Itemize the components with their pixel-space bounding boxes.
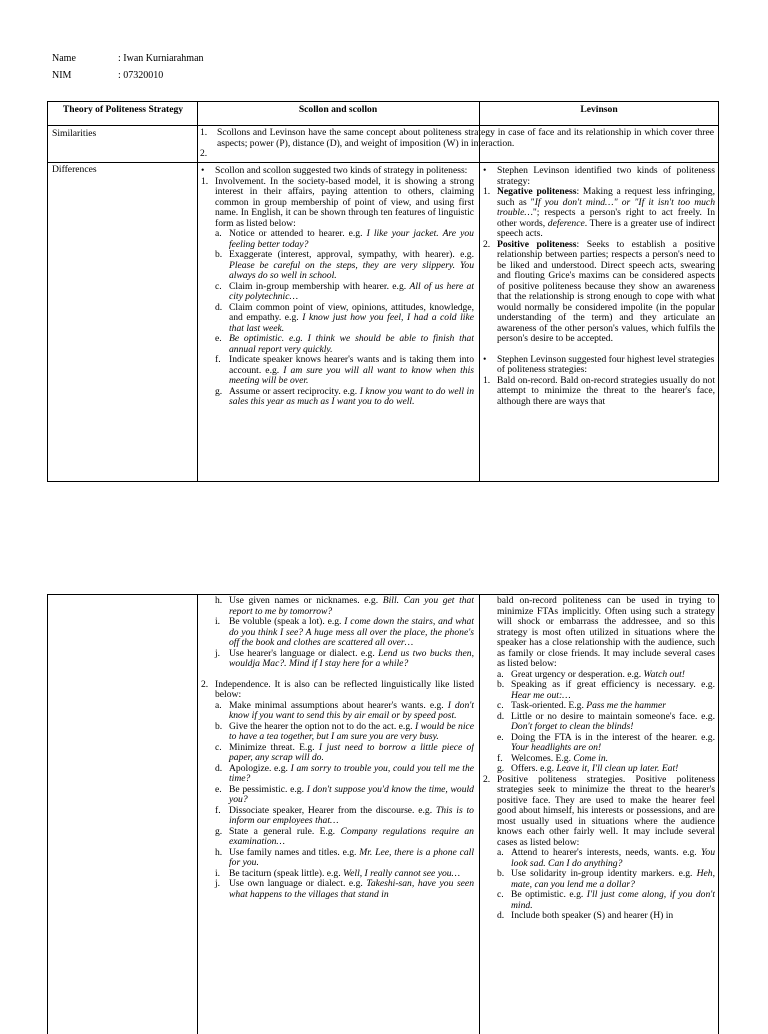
list-item: e. Be optimistic. e.g. I think we should be able to finish that annual report very quickly. — [215, 333, 474, 355]
scollon-intro: • Scollon and scollon suggested two kinds of strategy in politeness: — [201, 166, 468, 176]
list-item: g. Assume or assert reciprocity. e.g. I know you want to do well in sales this year as much as I want you to do well. — [215, 385, 474, 407]
name-value: : Iwan Kurniarahman — [118, 53, 204, 64]
list-item: g. State a general rule. E.g. Company regulations require an examination… — [215, 825, 474, 847]
list-item: h. Use given names or nicknames. e.g. Bill. Can you get that report to me by tomorrow? — [215, 596, 474, 617]
nim-value: : 07320010 — [118, 70, 164, 81]
list-item: b. Use solidarity in-group identity markers. e.g. Heh, mate, can you lend me a dollar? — [497, 868, 715, 890]
list-item: e. Doing the FTA is in the interest of the hearer. e.g. Your headlights are on! — [497, 731, 715, 753]
involvement-item: 1. Involvement. In the society-based model, it is showing a strong interest in their affairs, paying attention to others, claiming common in group membership of point of view, and using first name. In English, it can be shown through ten features of linguistic form as listed below: — [201, 175, 474, 229]
list-item: c. Task-oriented. E.g. Pass me the hammer — [497, 700, 666, 711]
col-header-levinson: Levinson — [580, 105, 618, 115]
scollon-differences-continued — [201, 596, 474, 1026]
bald-on-record-continued: bald on-record politeness can be used in trying to minimize FTAs implicitly. Often using such a strategy will shock or embarrass the addressee, and so this strategy is most often utilized in situations where the speaker has a close relationship with the audience, such as family or close friends. It may include several cases as listed below: — [497, 596, 715, 669]
four-strategies-intro: • Stephen Levinson suggested four highest level strategies of politeness strategies: — [483, 353, 715, 375]
negative-politeness-item: 1. Negative politeness: Making a request less infringing, such as "If you don't mind…" or "If it isn't too much trouble…"; respects a person's right to act freely. In other words, deference. There is a greater use of indirect speech acts. — [483, 186, 715, 239]
comparison-table — [47, 101, 719, 482]
list-item: b. Give the hearer the option not to do the act. e.g. I would be nice to have a tea together, but I am sure you are very busy. — [215, 720, 474, 742]
similarity-item: 1. Scollons and Levinson have the same concept about politeness strategy in case of face and its relationship in which cover three aspects; power (P), distance (D), and weight of imposition (W) in interaction. — [200, 128, 714, 149]
list-item: h. Use family names and titles. e.g. Mr. Lee, there is a phone call for you. — [215, 846, 474, 868]
col-header-theory: Theory of Politeness Strategy — [62, 105, 184, 115]
list-item: d. Include both speaker (S) and hearer (H) in — [497, 910, 674, 921]
list-item: a. Make minimal assumptions about hearer's wants. e.g. I don't know if you want to send this by air email or by speed post. — [215, 699, 474, 721]
levinson-intro: • Stephen Levinson identified two kinds of politeness strategy: — [483, 166, 715, 187]
comparison-table-continued — [47, 594, 719, 1034]
levinson-differences — [483, 166, 715, 482]
list-item: a. Great urgency or desperation. e.g. Watch out! — [497, 668, 685, 680]
list-item: e. Be pessimistic. e.g. I don't suppose you'd know the time, would you? — [215, 783, 474, 805]
list-item: j. Use own language or dialect. e.g. Takeshi-san, have you seen what happens to the villages that stand in — [215, 878, 474, 900]
similarities-content — [200, 128, 714, 160]
list-item: i. Be voluble (speak a lot). e.g. I come down the stairs, and what do you think I see? A huge mess all over the place, the phone's off the book and clothes are scattered all over… — [215, 616, 474, 648]
row-label-similarities: Similarities — [52, 129, 97, 139]
involvement-features — [201, 229, 474, 408]
involvement-features-continued — [201, 596, 474, 670]
independence-item: 2. Independence. It is also can be reflected linguistically like listed below: — [201, 678, 474, 700]
list-item: d. Claim common point of view, opinions, attitudes, knowledge, and empathy. e.g. I know just how you feel, I had a cold like that last week. — [215, 301, 474, 334]
list-item: a. Attend to hearer's interests, needs, wants. e.g. You look sad. Can I do anything? — [497, 847, 715, 869]
nim-line — [52, 71, 352, 83]
list-item: c. Be optimistic. e.g. I'll just come along, if you don't mind. — [497, 889, 715, 911]
list-item: g. Offers. e.g. Leave it, I'll clean up later. Eat! — [497, 763, 679, 774]
bald-on-record-item: 1. Bald on-record. Bald on-record strategies usually do not attempt to minimize the threat to the hearer's face, although there are ways that — [483, 374, 715, 407]
col-header-scollon: Scollon and scollon — [298, 105, 378, 115]
list-item: c. Claim in-group membership with hearer. e.g. All of us here at city polytechnic… — [215, 280, 474, 302]
positive-strategies-item: 2. Positive politeness strategies. Positive politeness strategies seek to minimize the threat to the hearer's positive face. They are used to make the hearer feel good about himself, his interests or possessions, and are most usually used in situations where the audience knows each other fairly well. It may include several cases as listed below: — [483, 773, 715, 848]
list-item: j. Use hearer's language or dialect. e.g. Lend us two bucks then, wouldja Mac?. Mind if I stay here for a while? — [215, 647, 474, 669]
list-item: i. Be taciturn (speak little). e.g. Well, I really cannot see you… — [215, 867, 461, 879]
similarity-item: 2. — [200, 148, 208, 159]
independence-features — [201, 701, 474, 901]
list-item: b. Speaking as if great efficiency is necessary. e.g. Hear me out:… — [497, 679, 715, 701]
levinson-differences-continued — [483, 596, 715, 1026]
positive-politeness-item: 2. Positive politeness: Seeks to establish a positive relationship between parties; respects a person's need to be liked and understood. Direct speech acts, swearing and flouting Grice's maxims can be considered aspects of positive politeness because they show an awareness that the relationship is strong enough to cope with what would normally be considered impolite (in the popular understanding of the term) and they articulate an awareness of the other person's values, which fulfils the person's desire to be accepted. — [483, 238, 715, 344]
list-item: b. Exaggerate (interest, approval, sympathy, with hearer). e.g. Please be careful on the steps, they are very slippery. You always do so well in school. — [215, 249, 474, 281]
list-item: c. Minimize threat. E.g. I just need to borrow a little piece of paper, any scrap will do. — [215, 741, 474, 763]
list-item: f. Dissociate speaker, Hearer from the discourse. e.g. This is to inform our employees that… — [215, 804, 474, 826]
list-item: d. Apologize. e.g. I am sorry to trouble you, could you tell me the time? — [215, 762, 474, 784]
name-line — [52, 54, 352, 66]
list-item: a. Notice or attended to hearer. e.g. I like your jacket. Are you feeling better today? — [215, 228, 474, 250]
scollon-differences — [201, 166, 474, 482]
bald-on-record-cases — [483, 670, 715, 775]
nim-label: NIM — [52, 70, 72, 81]
list-item: f. Indicate speaker knows hearer's wants and is taking them into account. e.g. I am sure you will all want to know when this meeting will be over. — [215, 354, 474, 386]
row-label-differences: Differences — [52, 165, 97, 175]
name-label: Name — [52, 53, 76, 64]
list-item: f. Welcomes. E.g. Come in. — [497, 752, 609, 764]
positive-strategy-cases — [483, 848, 715, 922]
list-item: d. Little or no desire to maintain someone's face. e.g. Don't forget to clean the blinds! — [497, 710, 715, 732]
